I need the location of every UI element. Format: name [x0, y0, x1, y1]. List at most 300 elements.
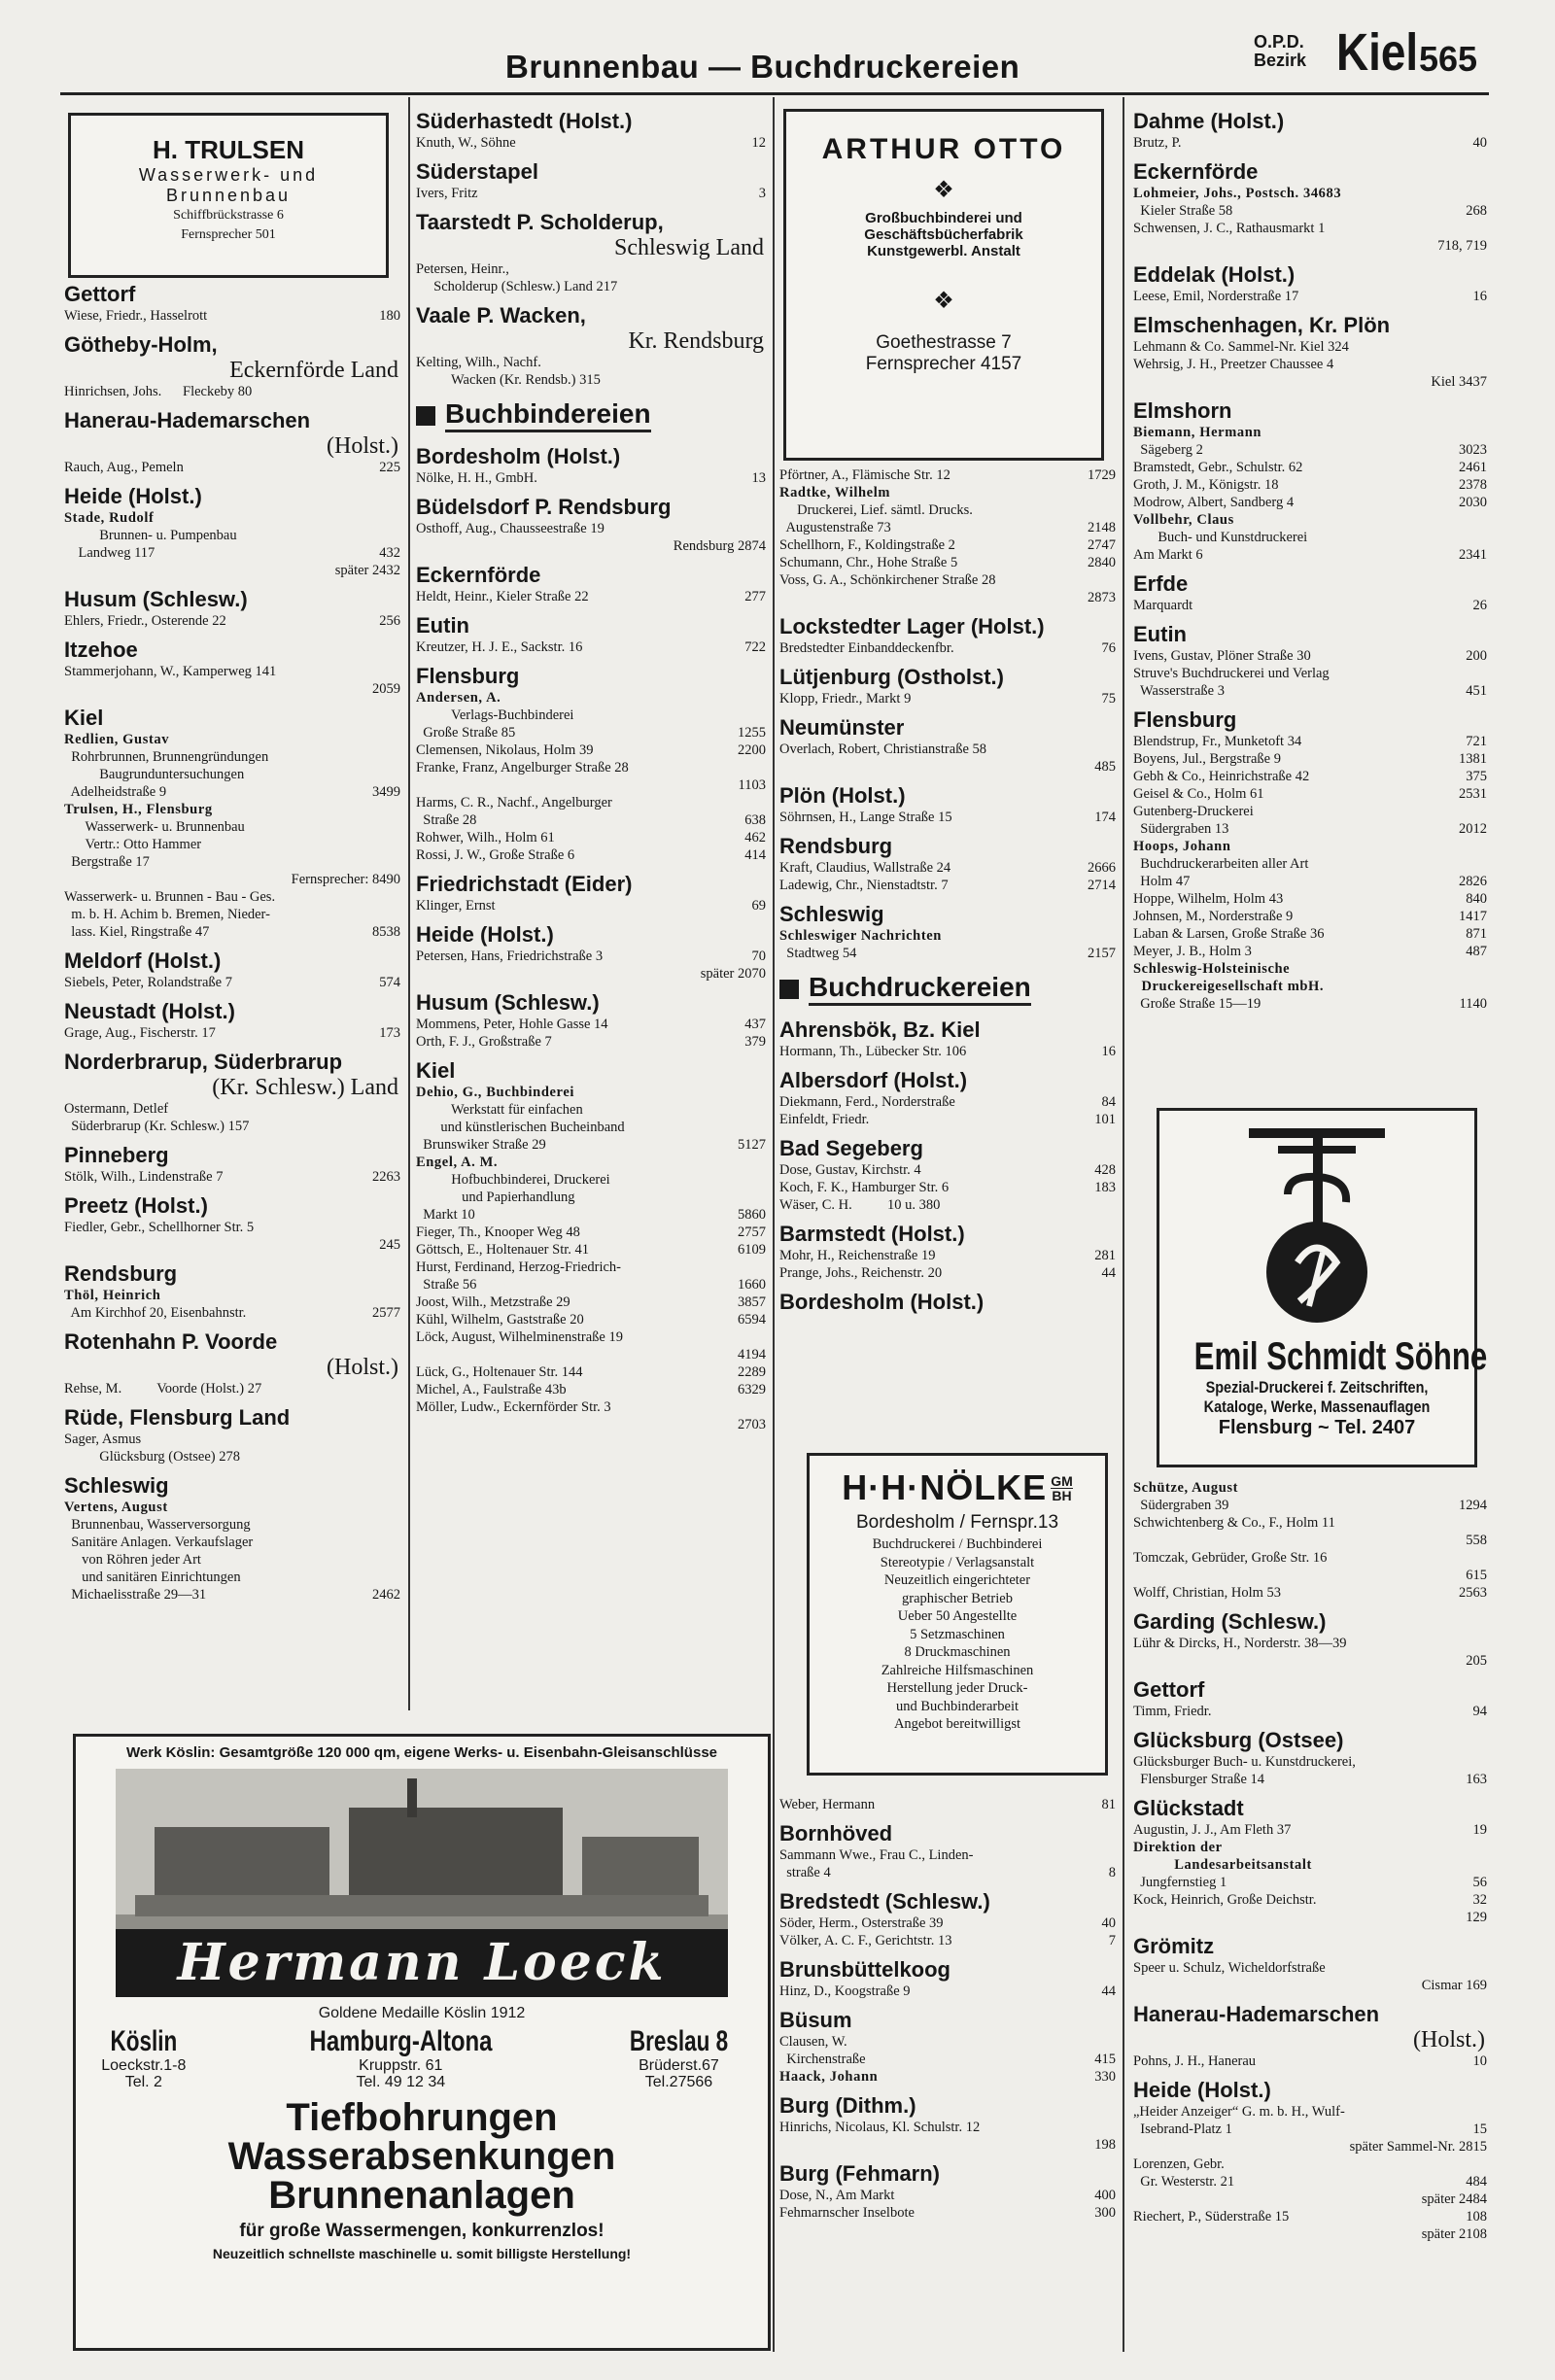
directory-entry — [64, 1118, 404, 1135]
column-divider — [408, 97, 410, 1710]
place-heading: Itzehoe — [64, 638, 138, 662]
entry-phone-number: 2263 — [372, 1169, 400, 1185]
directory-entry — [64, 923, 404, 941]
opd-line1: O.P.D. — [1254, 32, 1304, 52]
ad-schmidt-line3 — [1159, 1417, 1474, 1439]
entry-name: Prange, Johs., Reichenstr. 20 — [779, 1265, 943, 1281]
page-header — [0, 0, 1555, 95]
place-heading: Burg (Dithm.) — [779, 2093, 916, 2118]
entry-name: und künstlerischen Bucheinband — [416, 1120, 625, 1135]
ad-otto-line5: Fernsprecher 4157 — [865, 354, 1022, 374]
entry-phone-number: 7 — [1108, 1933, 1116, 1949]
ad-noelke-line10: und Buchbinderarbeit — [895, 1698, 1019, 1714]
entry-name: Große Straße 15—19 — [1133, 996, 1261, 1012]
directory-entry — [416, 354, 770, 371]
entry-phone-number: 1381 — [1459, 751, 1487, 767]
entry-name: Markt 10 — [416, 1207, 475, 1223]
ad-noelke-line11: Angebot bereitwilligst — [893, 1716, 1021, 1732]
directory-entry — [779, 2033, 1120, 2051]
directory-entry — [779, 1196, 1120, 1214]
directory-entry — [779, 1983, 1120, 2000]
entry-phone-number: 6594 — [738, 1312, 766, 1328]
place-heading: Eckernförde — [416, 563, 541, 587]
entry-name: Petersen, Hans, Friedrichstraße 3 — [416, 949, 604, 964]
directory-entry — [64, 1219, 404, 1236]
directory-entry — [1133, 1497, 1491, 1514]
entry-phone-number: 6109 — [738, 1242, 766, 1258]
entry-name: Struve's Buchdruckerei und Verlag — [1133, 666, 1330, 681]
place-heading: Eddelak (Holst.) — [1133, 262, 1296, 287]
entry-phone-number: 108 — [1466, 2209, 1487, 2225]
ad-schmidt-city: Flensburg — [1218, 1417, 1313, 1438]
entry-name: Wasserwerk- u. Brunnen - Bau - Ges. — [64, 889, 276, 905]
entry-phone-number: 32 — [1472, 1892, 1487, 1908]
directory-entry — [64, 1534, 404, 1551]
ad-emil-schmidt — [1157, 1108, 1488, 1467]
directory-entry — [64, 383, 404, 400]
entry-phone-number: 375 — [1466, 769, 1487, 784]
entry-name: Druckereigesellschaft mbH. — [1133, 979, 1325, 994]
entry-phone-number: 2666 — [1088, 860, 1116, 876]
directory-entry — [779, 1914, 1120, 1932]
entry-name: Michaelisstraße 29—31 — [64, 1587, 207, 1603]
page-number: 565 — [1419, 39, 1478, 79]
directory-entry — [1133, 890, 1491, 908]
entry-name: Speer u. Schulz, Wicheldorfstraße — [1133, 1960, 1326, 1976]
entry-name: Orth, F. J., Großstraße 7 — [416, 1034, 552, 1050]
directory-entry — [1133, 1652, 1491, 1670]
entry-phone-number: 81 — [1101, 1797, 1116, 1812]
entry-name: Rossi, J. W., Große Straße 6 — [416, 847, 575, 863]
entry-name: Bergstraße 17 — [64, 854, 150, 870]
directory-entry — [1133, 1514, 1491, 1532]
entry-name: Sägeberg 2 — [1133, 442, 1203, 458]
place-heading: (Holst.) — [1413, 2027, 1485, 2052]
directory-entry — [779, 1179, 1120, 1196]
entry-name: Leese, Emil, Norderstraße 17 — [1133, 289, 1299, 304]
entry-phone-number: 2563 — [1459, 1585, 1487, 1601]
office-hamburg-addr: Kruppstr. 61 — [359, 2057, 443, 2074]
entry-name: Jungfernstieg 1 — [1133, 1875, 1227, 1890]
entry-name: und Papierhandlung — [416, 1190, 575, 1205]
directory-entry — [64, 836, 404, 853]
entry-phone-number: 40 — [1101, 1915, 1116, 1931]
place-heading: Neustadt (Holst.) — [64, 999, 235, 1023]
entry-name: Schwichtenberg & Co., F., Holm 11 — [1133, 1515, 1335, 1531]
entry-name: Söhrnsen, H., Lange Straße 15 — [779, 810, 952, 825]
entry-name: Buchdruckerarbeiten aller Art — [1133, 856, 1309, 872]
directory-entry — [416, 829, 770, 846]
entry-name: Modrow, Albert, Sandberg 4 — [1133, 495, 1295, 510]
directory-entry — [416, 185, 770, 202]
entry-name: Siebels, Peter, Rolandstraße 7 — [64, 975, 232, 990]
entry-name: Dose, N., Am Markt — [779, 2188, 895, 2203]
directory-entry — [64, 680, 404, 698]
entry-phone-number: 69 — [751, 898, 766, 914]
place-heading: Bordesholm (Holst.) — [779, 1290, 985, 1314]
ad-loeck-tag2: Neuzeitlich schnellste maschinelle u. somit billigste Herstellung! — [212, 2246, 632, 2261]
entry-phone-number: 129 — [1466, 1910, 1487, 1925]
entry-name: Redlien, Gustav — [64, 732, 170, 747]
directory-entry — [1133, 978, 1491, 995]
entry-name: von Röhren jeder Art — [64, 1552, 201, 1568]
place-heading: Brunsbüttelkoog — [779, 1957, 950, 1982]
entry-phone-number: 2341 — [1459, 547, 1487, 563]
entry-phone-number: 415 — [1094, 2052, 1116, 2067]
ad-trulsen-line1: Wasserwerk- und — [138, 165, 319, 185]
entry-phone-number: 94 — [1472, 1704, 1487, 1719]
directory-entry — [416, 794, 770, 811]
entry-name: Mommens, Peter, Hohle Gasse 14 — [416, 1017, 608, 1032]
entry-name: Baugrunduntersuchungen — [64, 767, 245, 782]
place-heading: Hanerau-Hademarschen — [1133, 2002, 1380, 2026]
ad-noelke-line5: Ueber 50 Angestellte — [897, 1608, 1018, 1624]
directory-entry — [416, 1259, 770, 1276]
entry-phone-number: 300 — [1094, 2205, 1116, 2221]
entry-name: Schleswig-Holsteinische — [1133, 961, 1291, 977]
entry-phone-number: 3499 — [372, 784, 400, 800]
entry-name: Kreutzer, H. J. E., Sackstr. 16 — [416, 639, 583, 655]
place-heading: Kiel — [64, 706, 104, 730]
entry-phone-number: 2840 — [1088, 555, 1116, 570]
place-heading: Eckernförde Land — [229, 358, 398, 383]
entry-phone-number: 400 — [1094, 2188, 1116, 2203]
directory-entry — [1133, 1856, 1491, 1874]
directory-entry — [416, 469, 770, 487]
directory-entry — [416, 1346, 770, 1363]
entry-phone-number: 638 — [744, 812, 766, 828]
entry-phone-number: 1729 — [1088, 467, 1116, 483]
directory-entry — [1133, 202, 1491, 220]
entry-phone-number: Fernsprecher: 8490 — [291, 872, 400, 887]
page-title: Brunnenbau — Buchdruckereien — [505, 49, 1020, 85]
directory-entry — [1133, 288, 1491, 305]
entry-phone-number: 173 — [379, 1025, 400, 1041]
place-heading: Preetz (Holst.) — [64, 1193, 208, 1218]
ad-loeck-big3: Brunnenanlagen — [268, 2174, 575, 2217]
entry-phone-number: 183 — [1094, 1180, 1116, 1195]
entry-phone-number: 2030 — [1459, 495, 1487, 510]
ad-noelke-line2: Stereotypie / Verlagsanstalt — [880, 1554, 1035, 1570]
entry-name: Boyens, Jul., Bergstraße 9 — [1133, 751, 1281, 767]
directory-entry — [64, 1236, 404, 1254]
entry-name: Mohr, H., Reichenstraße 19 — [779, 1248, 936, 1263]
entry-name: Brutz, P. — [1133, 135, 1182, 151]
entry-name: Lehmann & Co. Sammel-Nr. Kiel 324 — [1133, 339, 1349, 355]
entry-name: Marquardt — [1133, 598, 1193, 613]
place-heading: Gettorf — [1133, 1677, 1205, 1702]
directory-entry — [779, 1932, 1120, 1949]
entry-name: Sager, Asmus — [64, 1431, 142, 1447]
directory-entry — [779, 2187, 1120, 2204]
entry-name: Voss, G. A., Schönkirchener Straße 28 — [779, 572, 996, 588]
entry-name: Joost, Wilh., Metzstraße 29 — [416, 1294, 570, 1310]
ad-schmidt-tel: Tel. 2407 — [1334, 1417, 1416, 1438]
district-name: Kiel — [1336, 23, 1419, 82]
entry-phone-number: 40 — [1472, 135, 1487, 151]
directory-entry — [64, 1569, 404, 1586]
column-divider — [1123, 97, 1124, 2352]
directory-entry — [64, 1287, 404, 1304]
directory-entry — [64, 612, 404, 630]
place-heading: Albersdorf (Holst.) — [779, 1068, 968, 1092]
directory-entry — [1133, 1839, 1491, 1856]
entry-name: Michel, A., Faulstraße 43b — [416, 1382, 567, 1397]
place-heading: Erfde — [1133, 571, 1189, 596]
directory-entry — [416, 638, 770, 656]
office-koeslin-city: Köslin — [110, 2025, 178, 2057]
place-heading: Friedrichstadt (Eider) — [416, 872, 633, 896]
entry-name: Flensburger Straße 14 — [1133, 1772, 1265, 1787]
entry-name: Grage, Aug., Fischerstr. 17 — [64, 1025, 216, 1041]
entry-name: Diekmann, Ferd., Norderstraße — [779, 1094, 955, 1110]
entry-phone-number: 12 — [751, 135, 766, 151]
place-heading: Glückstadt — [1133, 1796, 1244, 1820]
entry-name: Hinrichs, Nicolaus, Kl. Schulstr. 12 — [779, 2120, 981, 2135]
directory-entry — [416, 1101, 770, 1119]
entry-phone-number: 26 — [1472, 598, 1487, 613]
directory-entry — [64, 766, 404, 783]
entry-phone-number: 2873 — [1088, 590, 1116, 605]
entry-phone-number: 721 — [1466, 734, 1487, 749]
entry-name: Bramstedt, Gebr., Schulstr. 62 — [1133, 460, 1303, 475]
directory-entry — [64, 1168, 404, 1186]
office-hamburg-tel: Tel. 49 12 34 — [356, 2074, 446, 2090]
directory-entry — [779, 1864, 1120, 1881]
entry-name: Holm 47 — [1133, 874, 1191, 889]
entry-name: Biemann, Hermann — [1133, 425, 1262, 440]
ad-noelke-title — [810, 1467, 1105, 1508]
entry-phone-number: 2714 — [1088, 878, 1116, 893]
ad-noelke-body — [810, 1535, 1105, 1734]
directory-entry — [416, 1381, 770, 1398]
directory-entry — [1133, 1703, 1491, 1720]
directory-entry — [416, 724, 770, 742]
directory-entry — [1133, 1549, 1491, 1567]
place-heading: Husum (Schlesw.) — [64, 587, 248, 611]
place-heading: Flensburg — [416, 664, 520, 688]
entry-phone-number: später Sammel-Nr. 2815 — [1349, 2139, 1487, 2155]
entry-name: Lorenzen, Gebr. — [1133, 2156, 1225, 2172]
directory-entry — [779, 2136, 1120, 2154]
entry-phone-number: 437 — [744, 1017, 766, 1032]
entry-name: Augustenstraße 73 — [779, 520, 891, 535]
place-heading: Bredstedt (Schlesw.) — [779, 1889, 990, 1914]
directory-entry — [416, 1171, 770, 1189]
entry-name: Heldt, Heinr., Kieler Straße 22 — [416, 589, 589, 604]
entry-name: Lück, G., Holtenauer Str. 144 — [416, 1364, 583, 1380]
directory-entry — [416, 707, 770, 724]
entry-phone-number: Rendsburg 2874 — [673, 538, 766, 554]
entry-phone-number: 485 — [1094, 759, 1116, 775]
entry-phone-number: 16 — [1101, 1044, 1116, 1059]
place-heading: Rendsburg — [779, 834, 893, 858]
directory-entry — [1133, 134, 1491, 152]
directory-entry — [779, 639, 1120, 657]
entry-name: Engel, A. M. — [416, 1155, 499, 1170]
place-heading: Barmstedt (Holst.) — [779, 1222, 965, 1246]
ad-loeck-medal: Goldene Medaille Köslin 1912 — [318, 2005, 526, 2021]
directory-entry — [64, 1304, 404, 1322]
entry-phone-number: 10 — [1472, 2053, 1487, 2069]
directory-entry — [64, 801, 404, 818]
directory-entry — [1133, 2208, 1491, 2225]
ad-schmidt-line2: Kataloge, Werke, Massenauflagen — [1203, 1397, 1431, 1416]
entry-name: Wasserwerk- u. Brunnenbau — [64, 819, 245, 835]
directory-entry — [1133, 682, 1491, 700]
entry-name: Landesarbeitsanstalt — [1133, 1857, 1312, 1873]
place-heading: Eutin — [1133, 622, 1187, 646]
place-heading: Bornhöved — [779, 1821, 893, 1845]
entry-phone-number: 277 — [744, 589, 766, 604]
entry-phone-number: 722 — [744, 639, 766, 655]
directory-entry — [416, 1084, 770, 1101]
directory-entry — [779, 2119, 1120, 2136]
entry-name: Fiedler, Gebr., Schellhorner Str. 5 — [64, 1220, 255, 1235]
directory-entry — [1133, 1532, 1491, 1549]
directory-entry — [1133, 995, 1491, 1013]
entry-phone-number: 13 — [751, 470, 766, 486]
office-breslau-tel: Tel.27566 — [644, 2074, 713, 2090]
entry-name: Lühr & Dircks, H., Norderstr. 38—39 — [1133, 1636, 1347, 1651]
opd-line2: Bezirk — [1254, 51, 1307, 70]
entry-phone-number: 75 — [1101, 691, 1116, 707]
entry-name: Meyer, J. B., Holm 3 — [1133, 944, 1252, 959]
directory-entry — [779, 859, 1120, 877]
entry-name: Clemensen, Nikolaus, Holm 39 — [416, 742, 594, 758]
section-heading-label: Buchdruckereien — [809, 972, 1031, 1006]
directory-entry — [416, 948, 770, 965]
entry-phone-number: 8538 — [372, 924, 400, 940]
place-heading: Bordesholm (Holst.) — [416, 444, 621, 468]
entry-phone-number: 19 — [1472, 1822, 1487, 1838]
place-heading: Gettorf — [64, 282, 136, 306]
place-heading: Bad Segeberg — [779, 1136, 923, 1160]
place-heading: Büdelsdorf P. Rendsburg — [416, 495, 672, 519]
directory-entry — [64, 748, 404, 766]
entry-name: Stölk, Wilh., Lindenstraße 7 — [64, 1169, 224, 1185]
entry-name: Am Markt 6 — [1133, 547, 1203, 563]
entry-name: Kieler Straße 58 — [1133, 203, 1233, 219]
ornament-icon: ❖ — [933, 289, 954, 314]
entry-phone-number: 3023 — [1459, 442, 1487, 458]
entry-phone-number: 840 — [1466, 891, 1487, 907]
entry-phone-number: 16 — [1472, 289, 1487, 304]
entry-name: Timm, Friedr. — [1133, 1704, 1212, 1719]
entry-name: Rauch, Aug., Pemeln — [64, 460, 184, 475]
entry-name: Osthoff, Aug., Chausseestraße 19 — [416, 521, 605, 536]
directory-entry — [779, 945, 1120, 962]
directory-entry — [1133, 2173, 1491, 2190]
directory-entry — [64, 1100, 404, 1118]
directory-entry — [779, 1161, 1120, 1179]
place-heading: Flensburg — [1133, 707, 1237, 732]
directory-entry — [779, 2068, 1120, 2086]
entry-phone-number: 44 — [1101, 1983, 1116, 1999]
directory-entry — [416, 1398, 770, 1416]
entry-name: Rohwer, Wilh., Holm 61 — [416, 830, 555, 845]
entry-name: Dose, Gustav, Kirchstr. 4 — [779, 1162, 921, 1178]
place-heading: Elmshorn — [1133, 398, 1232, 423]
directory-entry — [779, 484, 1120, 501]
entry-phone-number: 615 — [1466, 1568, 1487, 1583]
ad-noelke-gmbh — [1051, 1474, 1073, 1502]
place-heading: Rüde, Flensburg Land — [64, 1405, 291, 1430]
directory-entry — [416, 520, 770, 537]
entry-name: Isebrand-Platz 1 — [1133, 2121, 1232, 2137]
directory-entry — [416, 1189, 770, 1206]
entry-name: Landweg 117 — [64, 545, 156, 561]
directory-entry — [779, 877, 1120, 894]
entry-phone-number: 330 — [1094, 2069, 1116, 2085]
ad-arthur-otto — [783, 109, 1104, 461]
entry-name: Geisel & Co., Holm 61 — [1133, 786, 1264, 802]
entry-phone-number: 245 — [379, 1237, 400, 1253]
directory-entry — [1133, 338, 1491, 356]
directory-entry — [1133, 597, 1491, 614]
entry-name: Fieger, Th., Knooper Weg 48 — [416, 1224, 580, 1240]
place-heading: Norderbrarup, Süderbrarup — [64, 1050, 343, 1074]
directory-entry — [64, 818, 404, 836]
entry-phone-number: 2462 — [372, 1587, 400, 1603]
directory-entry — [1133, 1584, 1491, 1602]
directory-entry — [64, 783, 404, 801]
directory-entry — [1133, 511, 1491, 529]
ad-noelke-line1: Buchdruckerei / Buchbinderei — [872, 1536, 1043, 1552]
entry-phone-number: 1255 — [738, 725, 766, 741]
entry-name: Haack, Johann — [779, 2069, 879, 2085]
directory-entry — [779, 2204, 1120, 2222]
entry-name: Augustin, J. J., Am Fleth 37 — [1133, 1822, 1292, 1838]
entry-name: Koch, F. K., Hamburger Str. 6 — [779, 1180, 950, 1195]
entry-name: Buch- und Kunstdruckerei — [1133, 530, 1308, 545]
place-heading: Husum (Schlesw.) — [416, 990, 600, 1015]
entry-name: Einfeldt, Friedr. — [779, 1112, 870, 1127]
directory-entry — [64, 562, 404, 579]
place-heading: Dahme (Holst.) — [1133, 109, 1285, 133]
entry-name: Löck, August, Wilhelminenstraße 19 — [416, 1329, 623, 1345]
entry-phone-number: 1660 — [738, 1277, 766, 1293]
directory-entry — [64, 544, 404, 562]
directory-entry — [1133, 459, 1491, 476]
ad-noelke — [807, 1453, 1108, 1776]
entry-name: Weber, Hermann — [779, 1797, 876, 1812]
entry-name: Göttsch, E., Holtenauer Str. 41 — [416, 1242, 590, 1258]
entry-phone-number: Kiel 3437 — [1431, 374, 1487, 390]
directory-entry — [1133, 2121, 1491, 2138]
directory-entry — [779, 809, 1120, 826]
directory-entry — [64, 1516, 404, 1534]
directory-entry — [1133, 2190, 1491, 2208]
place-heading: Rotenhahn P. Voorde — [64, 1329, 278, 1354]
ad-trulsen-name: H. TRULSEN — [153, 135, 304, 164]
entry-name: Wiese, Friedr., Hasselrott — [64, 308, 208, 324]
directory-entry — [64, 1586, 404, 1604]
entry-name: Söder, Herm., Osterstraße 39 — [779, 1915, 944, 1931]
column-1 — [64, 274, 404, 1604]
directory-entry — [779, 554, 1120, 571]
directory-entry — [779, 1247, 1120, 1264]
entry-name: Brunnenbau, Wasserversorgung — [64, 1517, 251, 1533]
ad-noelke-name: H·H·NÖLKE — [842, 1467, 1048, 1507]
section-heading — [779, 962, 1120, 1010]
entry-name: Radtke, Wilhelm — [779, 485, 891, 500]
entry-name: Wolff, Christian, Holm 53 — [1133, 1585, 1282, 1601]
directory-entry — [416, 965, 770, 983]
directory-entry — [779, 1264, 1120, 1282]
directory-entry — [1133, 943, 1491, 960]
ad-noelke-line4: graphischer Betrieb — [902, 1590, 1013, 1606]
